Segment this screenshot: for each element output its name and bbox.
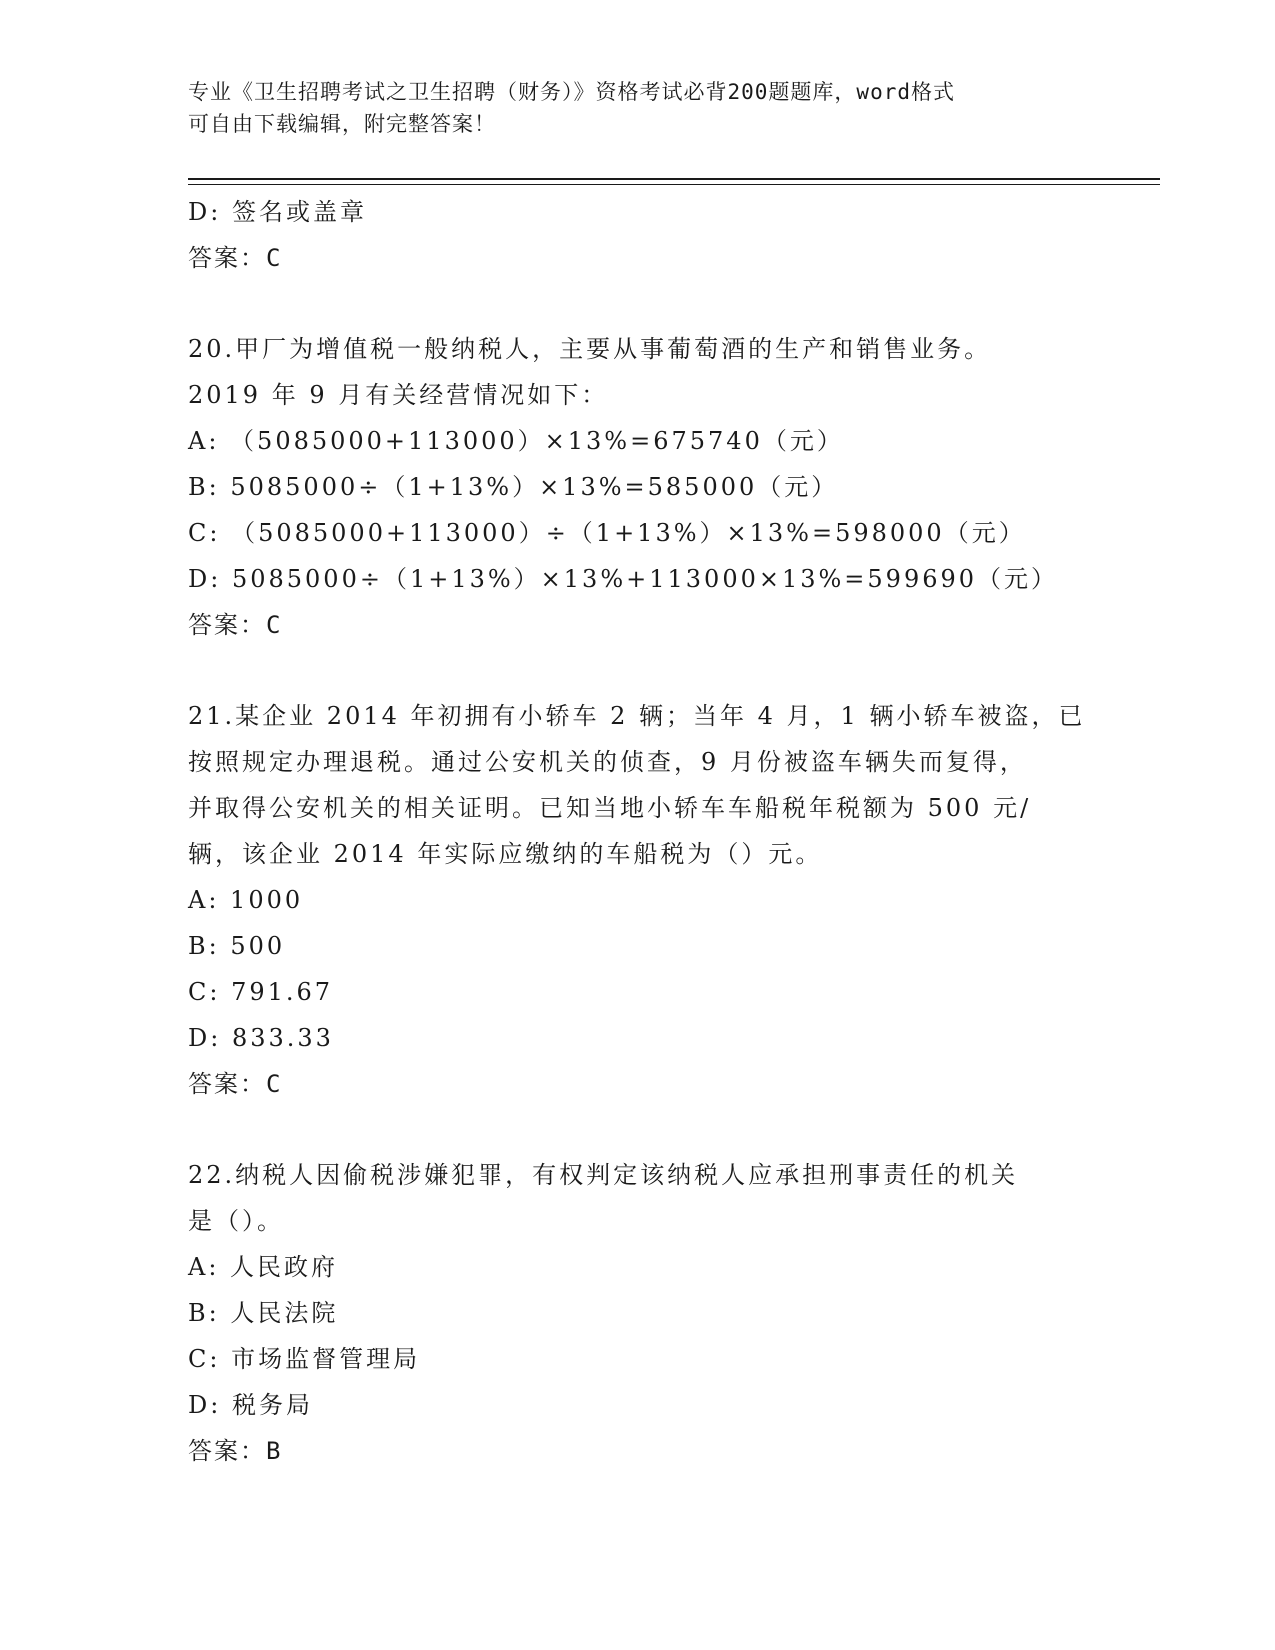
question-20: [188, 326, 1088, 648]
option-b: B: 人民法院: [188, 1299, 339, 1327]
spacer: [188, 1107, 1088, 1152]
question-22: [188, 1152, 1088, 1474]
header-divider-thick: [188, 178, 1160, 180]
question-stem: 辆，该企业 2014 年实际应缴纳的车船税为（）元。: [188, 840, 823, 868]
question-list: [188, 189, 1088, 1474]
option-d: D: 税务局: [188, 1391, 313, 1419]
option-a: A: 人民政府: [188, 1253, 339, 1281]
answer: 答案：C: [188, 1070, 283, 1098]
question-21: [188, 693, 1088, 1107]
page-header: [188, 76, 1088, 140]
header-divider-thin: [188, 184, 1160, 185]
answer: 答案：C: [188, 244, 283, 272]
option-d: D: 5085000÷（1+13%）×13%+113000×13%=599690（元）: [188, 565, 1059, 593]
question-19-tail: [188, 189, 1088, 281]
header-title-line-2: 可自由下载编辑，附完整答案！: [188, 112, 496, 136]
option-b: B: 5085000÷（1+13%）×13%=585000（元）: [188, 473, 839, 501]
option-d: D: 833.33: [188, 1024, 334, 1052]
question-stem: 2019 年 9 月有关经营情况如下：: [188, 381, 609, 409]
question-stem: 按照规定办理退税。通过公安机关的侦查，9 月份被盗车辆失而复得，: [188, 748, 1027, 776]
answer: 答案：B: [188, 1437, 283, 1465]
question-stem: 22.纳税人因偷税涉嫌犯罪，有权判定该纳税人应承担刑事责任的机关: [188, 1161, 1019, 1189]
header-title-line-1: 专业《卫生招聘考试之卫生招聘（财务）》资格考试必背200题题库，word格式: [188, 80, 955, 104]
option-a: A: （5085000+113000）×13%=675740（元）: [188, 427, 844, 455]
question-stem: 20.甲厂为增值税一般纳税人，主要从事葡萄酒的生产和销售业务。: [188, 335, 992, 363]
option-c: C: （5085000+113000）÷（1+13%）×13%=598000（元）: [188, 519, 1026, 547]
option-d: D: 签名或盖章: [188, 198, 367, 226]
spacer: [188, 648, 1088, 693]
question-stem: 并取得公安机关的相关证明。已知当地小轿车车船税年税额为 500 元/: [188, 794, 1032, 822]
option-a: A: 1000: [188, 886, 304, 914]
option-c: C: 791.67: [188, 978, 334, 1006]
question-stem: 21.某企业 2014 年初拥有小轿车 2 辆；当年 4 月，1 辆小轿车被盗，已: [188, 702, 1086, 730]
option-b: B: 500: [188, 932, 286, 960]
question-stem: 是（）。: [188, 1207, 284, 1235]
spacer: [188, 281, 1088, 326]
answer: 答案：C: [188, 611, 283, 639]
option-c: C: 市场监督管理局: [188, 1345, 421, 1373]
